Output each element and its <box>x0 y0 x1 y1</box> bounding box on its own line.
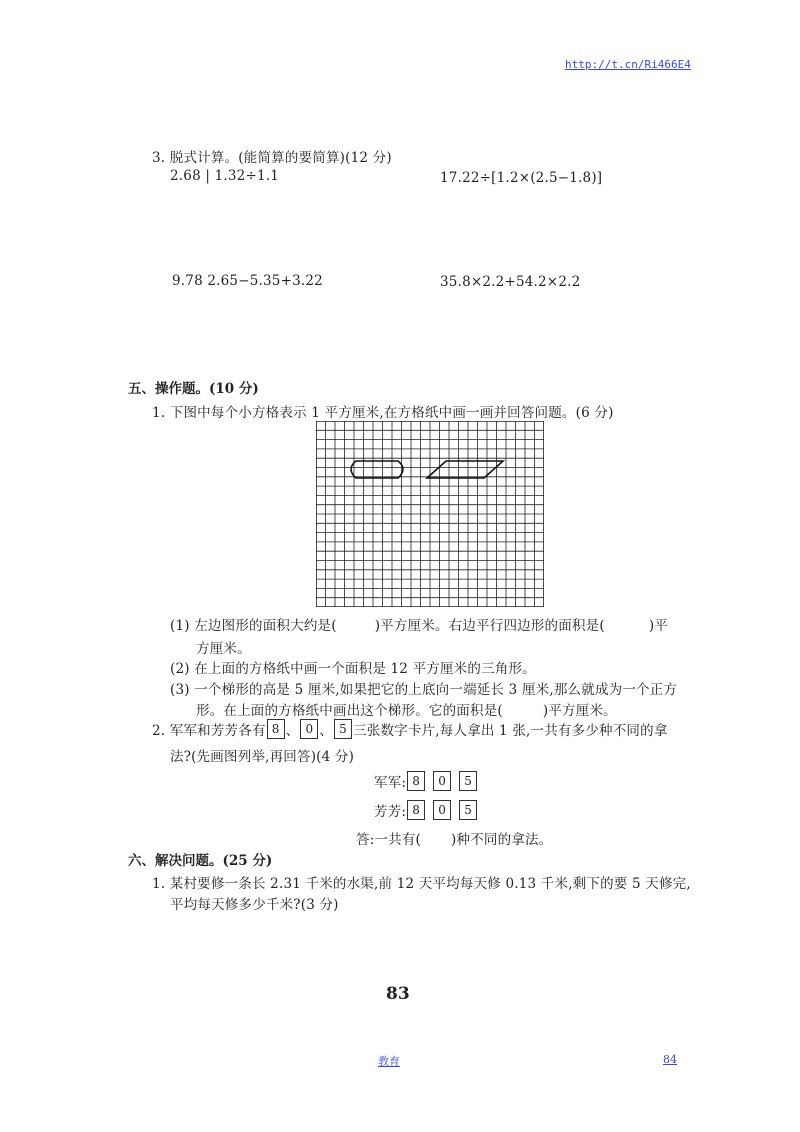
section6-q1-line2: 平均每天修多少千米?(3 分) <box>170 897 339 913</box>
junjun-label: 军军: <box>374 775 407 791</box>
grid-paper[interactable] <box>316 421 544 607</box>
grid-lines <box>316 421 544 607</box>
fangfang-cards-row <box>374 800 478 820</box>
q3-expression-1: 2.68 | 1.32÷1.1 <box>170 168 280 184</box>
header-url-link[interactable]: http://t.cn/Ri466E4 <box>565 58 691 71</box>
section5-q1-part1-line1 <box>170 614 668 634</box>
card-0: 0 <box>300 719 318 739</box>
section5-q1-part2: (2) 在上面的方格纸中画一个面积是 12 平方厘米的三角形。 <box>170 661 536 677</box>
fangfang-card-8: 8 <box>407 800 425 820</box>
junjun-cards-row <box>374 771 478 791</box>
fangfang-label: 芳芳: <box>374 804 407 820</box>
right-parallelogram <box>427 461 503 478</box>
section5-q1-title: 1. 下图中每个小方格表示 1 平方厘米,在方格纸中画一画并回答问题。(6 分) <box>152 405 614 421</box>
q3-expression-3: 9.78 2.65−5.35+3.22 <box>172 273 323 289</box>
section5-q2-line1 <box>152 719 668 739</box>
section5-q1-part3-line1: (3) 一个梯形的高是 5 厘米,如果把它的上底向一端延长 3 厘米,那么就成为一个正方 <box>170 682 678 698</box>
q3-expression-4: 35.8×2.2+54.2×2.2 <box>440 274 581 290</box>
card-separator: 、 <box>285 723 300 739</box>
q2-answer <box>356 828 552 848</box>
part1-text-b: )平方厘米。右边平行四边形的面积是( <box>374 618 605 634</box>
section5-q1-part1-line2: 方厘米。 <box>196 641 251 657</box>
card-8: 8 <box>267 719 285 739</box>
section6-title: 六、解决问题。(25 分) <box>128 853 273 869</box>
junjun-card-0: 0 <box>433 771 451 791</box>
section5-q1-part3-line2 <box>196 699 617 719</box>
card-5: 5 <box>334 719 352 739</box>
left-rounded-shape <box>351 461 403 478</box>
q2-text-a: 2. 军军和芳芳各有 <box>152 723 266 739</box>
page-number: 83 <box>386 984 410 1004</box>
footer-page-number: 84 <box>663 1053 677 1066</box>
card-separator: 、 <box>319 723 334 739</box>
fangfang-card-5: 5 <box>459 800 477 820</box>
part1-text-c: )平 <box>648 618 668 634</box>
section5-title: 五、操作题。(10 分) <box>128 381 259 397</box>
section6-q1-line1: 1. 某村要修一条长 2.31 千米的水渠,前 12 天平均每天修 0.13 千米,剩下的要 5 天修完, <box>152 876 691 892</box>
answer-text-a: 答:一共有( <box>356 832 422 848</box>
part3-text-c: )平方厘米。 <box>542 703 617 719</box>
q2-text-b: 三张数字卡片,每人拿出 1 张,一共有多少种不同的拿 <box>353 723 668 739</box>
section5-q2-line2: 法?(先画图列举,再回答)(4 分) <box>170 749 355 765</box>
q3-title: 3. 脱式计算。(能简算的要简算)(12 分) <box>152 150 392 166</box>
junjun-card-5: 5 <box>459 771 477 791</box>
q3-expression-2: 17.22÷[1.2×(2.5−1.8)] <box>440 170 603 186</box>
junjun-card-8: 8 <box>407 771 425 791</box>
footer-link[interactable]: 教育 <box>378 1055 400 1068</box>
part1-text-a: (1) 左边图形的面积大约是( <box>170 618 337 634</box>
part3-text-b: 形。在上面的方格纸中画出这个梯形。它的面积是( <box>196 703 503 719</box>
answer-text-b: )种不同的拿法。 <box>451 832 553 848</box>
fangfang-card-0: 0 <box>433 800 451 820</box>
